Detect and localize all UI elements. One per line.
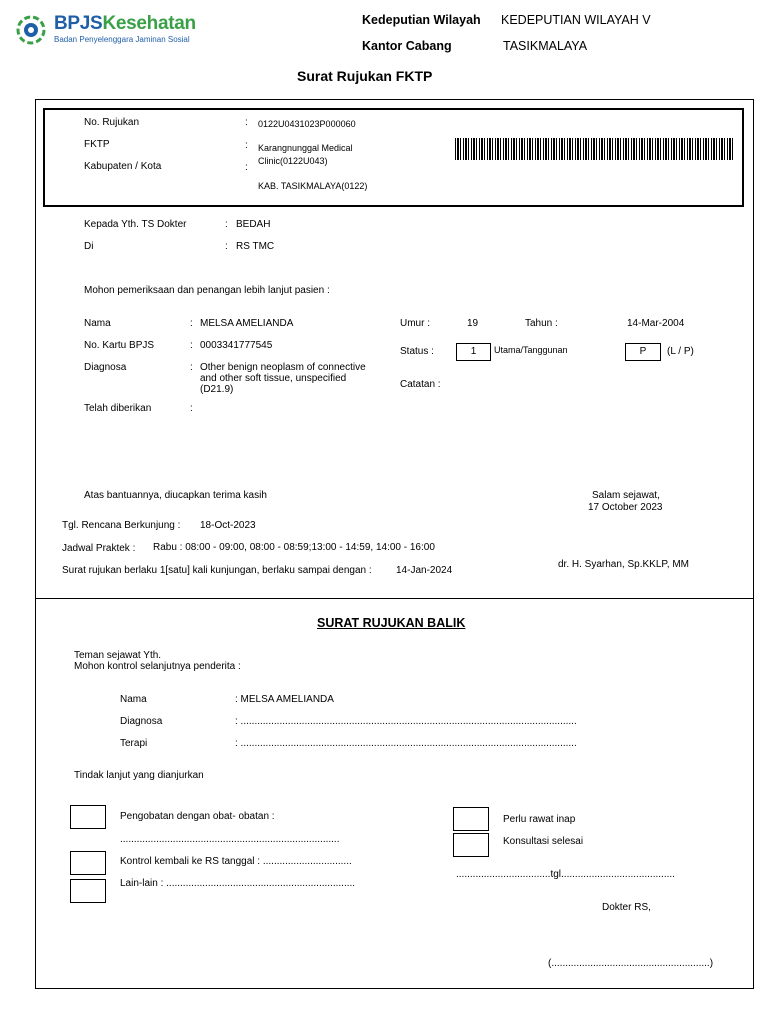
tindak-text: Tindak lanjut yang dianjurkan <box>74 770 204 781</box>
catatan-label: Catatan : <box>400 379 441 390</box>
thanks-text: Atas bantuannya, diucapkan terima kasih <box>84 490 267 501</box>
rawat-inap-checkbox[interactable] <box>453 807 489 831</box>
page-title: Surat Rujukan FKTP <box>297 68 433 84</box>
barcode <box>455 138 734 160</box>
diberikan-label: Telah diberikan <box>84 403 152 414</box>
colon: : <box>225 241 228 252</box>
lain-lain-label: Lain-lain : .................................................................... <box>120 878 356 889</box>
kantor-label: Kantor Cabang <box>362 39 452 53</box>
colon: : <box>190 403 193 414</box>
diagnosa-line1: Other benign neoplasm of connective <box>200 362 366 373</box>
colon: : <box>245 117 248 128</box>
dokter-name: dr. H. Syarhan, Sp.KKLP, MM <box>558 559 689 570</box>
umur-label: Umur : <box>400 318 430 329</box>
rencana-value: 18-Oct-2023 <box>200 520 256 531</box>
konsultasi-label: Konsultasi selesai <box>503 836 584 847</box>
diagnosa-label: Diagnosa <box>84 362 127 373</box>
mohon-text: Mohon kontrol selanjutnya penderita : <box>74 661 241 672</box>
balik-diagnosa-value: : ......................................................................................................................... <box>235 716 577 727</box>
logo-accent-text: Kesehatan <box>102 13 196 34</box>
status-label: Status : <box>400 346 434 357</box>
nama-value: MELSA AMELIANDA <box>200 318 294 329</box>
kabupaten-value: KAB. TASIKMALAYA(0122) <box>258 181 368 191</box>
jenis-kelamin-desc: (L / P) <box>667 346 694 357</box>
fktp-value-line1: Karangnunggal Medical <box>258 143 353 153</box>
colon: : <box>190 362 193 373</box>
di-value: RS TMC <box>236 241 275 252</box>
pengobatan-checkbox[interactable] <box>70 805 106 829</box>
kepada-value: BEDAH <box>236 219 271 230</box>
bpjs-emblem-icon <box>16 15 46 45</box>
balik-title: SURAT RUJUKAN BALIK <box>317 616 466 630</box>
jadwal-label: Jadwal Praktek : <box>62 543 136 554</box>
balik-nama-label: Nama <box>120 694 147 705</box>
kartu-label: No. Kartu BPJS <box>84 340 155 351</box>
kedeputian-value: KEDEPUTIAN WILAYAH V <box>501 13 651 27</box>
diagnosa-line2: and other soft tissue, unspecified <box>200 373 347 384</box>
kantor-value: TASIKMALAYA <box>503 39 588 53</box>
salam-date: 17 October 2023 <box>588 502 663 513</box>
kepada-label: Kepada Yth. TS Dokter <box>84 219 187 230</box>
balik-diagnosa-label: Diagnosa <box>120 716 163 727</box>
signature-line: (.........................................................) <box>548 958 714 969</box>
status-desc: Utama/Tanggunan <box>494 345 568 355</box>
tanggal-line: ..................................tgl......................................... <box>456 869 675 880</box>
teman-text: Teman sejawat Yth. <box>74 650 162 661</box>
di-label: Di <box>84 241 94 252</box>
fktp-label: FKTP <box>84 139 110 150</box>
no-rujukan-label: No. Rujukan <box>84 117 140 128</box>
dokter-rs-label: Dokter RS, <box>602 902 651 913</box>
logo-subtitle: Badan Penyelenggara Jaminan Sosial <box>54 35 190 44</box>
kartu-value: 0003341777545 <box>200 340 273 351</box>
konsultasi-checkbox[interactable] <box>453 833 489 857</box>
status-box: 1 <box>456 343 491 361</box>
jenis-kelamin-box: P <box>625 343 661 361</box>
tahun-value: 14-Mar-2004 <box>627 318 685 329</box>
bpjs-logo <box>16 13 206 49</box>
pengobatan-label: Pengobatan dengan obat- obatan : <box>120 811 275 822</box>
umur-value: 19 <box>467 318 479 329</box>
berlaku-label: Surat rujukan berlaku 1[satu] kali kunjungan, berlaku sampai dengan : <box>62 565 372 576</box>
kontrol-label: Kontrol kembali ke RS tanggal : ................................ <box>120 856 352 867</box>
colon: : <box>245 162 248 173</box>
tahun-label: Tahun : <box>525 318 558 329</box>
colon: : <box>245 140 248 151</box>
pengobatan-dots: ............................................................................... <box>120 834 340 845</box>
berlaku-value: 14-Jan-2024 <box>396 565 453 576</box>
jadwal-value: Rabu : 08:00 - 09:00, 08:00 - 08:59;13:00 - 14:59, 14:00 - 16:00 <box>153 542 435 553</box>
fktp-value-line2: Clinic(0122U043) <box>258 156 328 166</box>
kontrol-checkbox[interactable] <box>70 851 106 875</box>
nama-label: Nama <box>84 318 111 329</box>
rencana-label: Tgl. Rencana Berkunjung : <box>62 520 181 531</box>
balik-terapi-value: : ......................................................................................................................... <box>235 738 577 749</box>
diagnosa-line3: (D21.9) <box>200 384 234 395</box>
kabupaten-label: Kabupaten / Kota <box>84 161 162 172</box>
balik-nama-value: : MELSA AMELIANDA <box>235 694 334 705</box>
lain-lain-checkbox[interactable] <box>70 879 106 903</box>
salam-text: Salam sejawat, <box>592 490 660 501</box>
kedeputian-label: Kedeputian Wilayah <box>362 13 481 27</box>
intro-text: Mohon pemeriksaan dan penangan lebih lanjut pasien : <box>84 285 330 296</box>
colon: : <box>190 318 193 329</box>
no-rujukan-value: 0122U0431023P000060 <box>258 119 356 129</box>
logo-main-text: BPJS <box>54 13 103 34</box>
colon: : <box>190 340 193 351</box>
colon: : <box>225 219 228 230</box>
balik-terapi-label: Terapi <box>120 738 148 749</box>
rawat-inap-label: Perlu rawat inap <box>503 814 576 825</box>
